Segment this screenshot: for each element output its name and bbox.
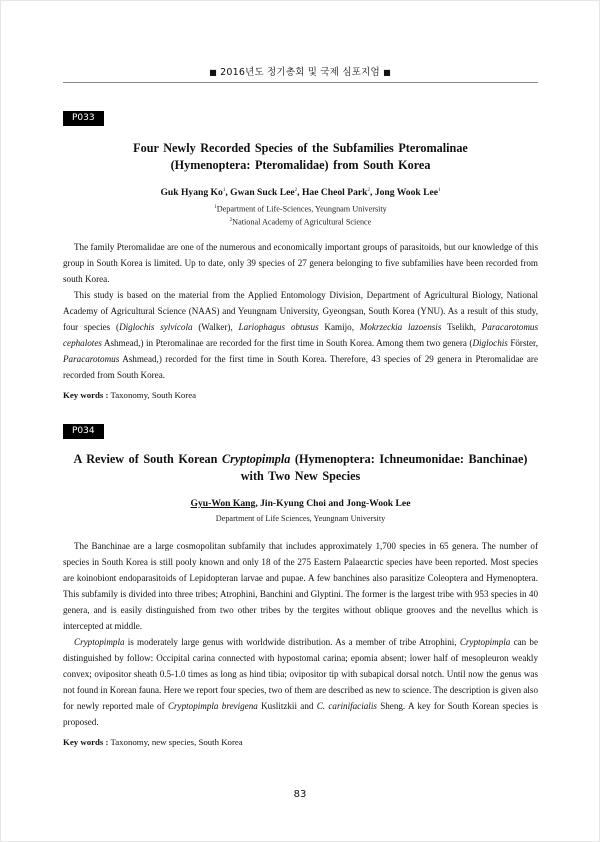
species-name: Mokrzeckia lazoensis [359, 321, 442, 332]
species-name: Diglochis sylvicola [119, 321, 193, 332]
authors: , Jin-Kyung Choi and Jong-Wook Lee [255, 498, 411, 509]
abstract-id-badge: P033 [63, 111, 104, 126]
keywords-value: Taxonomy, new species, South Korea [108, 737, 243, 747]
author-affil-mark: 2 [367, 188, 370, 193]
author-affil-mark: 1 [222, 188, 226, 193]
paragraph: The family Pteromalidae are one of the numerous and economically important groups of parasitoids, but our knowledge of this group in South Korea is limited. Up to date, only 39 species of 27 genera belonging to five subfamilies have been recorded from south Korea. [63, 241, 538, 284]
affiliation [63, 215, 538, 228]
running-header [0, 64, 600, 78]
genus-name: Diglochis [472, 337, 508, 348]
abstract-body [63, 538, 538, 730]
keywords [63, 390, 538, 400]
keywords-label: Key words : [63, 389, 109, 400]
species-name: Paracarotomus cephalotes [63, 321, 538, 348]
affil-text: National Academy of Agricultural Science [232, 217, 372, 227]
abstract-body [63, 239, 538, 383]
presenting-author: Gyu-Won Kang [190, 498, 256, 509]
abstract-p033 [63, 107, 538, 400]
keywords-label: Key words : [63, 737, 109, 747]
abstract-title [63, 140, 538, 174]
abstract-id-badge: P034 [63, 424, 104, 439]
genus-name: Cryptopimpla [221, 452, 291, 466]
title-line: Four Newly Recorded Species of the Subfamilies Pteromalinae [133, 141, 468, 155]
author: Guk Hyang Ko [160, 187, 223, 199]
running-header-title: 2016년도 정기총회 및 국제 심포지엄 [220, 67, 380, 78]
affil-text: Department of Life-Sciences, Yeungnam University [216, 204, 387, 214]
affil-mark: 2 [229, 217, 233, 223]
page-number: 83 [293, 789, 307, 800]
square-marker-icon: ■ [383, 68, 391, 77]
affiliation: Department of Life Sciences, Yeungnam University [215, 514, 386, 523]
affiliation [63, 202, 538, 215]
author: Jong Wook Lee [374, 187, 439, 199]
affil-mark: 1 [214, 205, 217, 211]
author: Gwan Suck Lee [230, 187, 295, 199]
keywords [63, 737, 538, 747]
paragraph: This study is based on the material from the Applied Entomology Division, Department of Agricultural Biology, National Academy of Agricultural Science (NAAS) and Yeungnam University, Gyeongsan, South Korea (YNU). As a result of this study, four species (Diglochis sylvicola (Walker), Lariophagus obtusus Kamijo, Mokrzeckia lazoensis Tselikh, Paracarotomus cephalotes Ashmead,) in Pteromalinae are recorded for the first time in South Korea. Among them two genera (Diglochis Förster, Paracarotomus Ashmead,) recorded for the first time in South Korea. Therefore, 43 species of 29 genera in Pteromalidae are recorded from South Korea. [63, 289, 538, 380]
author-affil-mark: 1 [438, 188, 441, 193]
paragraph: The Banchinae are a large cosmopolitan subfamily that includes approximately 1,700 species in 65 genera. The number of species in South Korea is still pooly known and only 18 of the 275 Eastern Palaearctic species have been reported. Most species are koinobiont endoparasitoids of Lepidopteran larvae and pupae. A few banchines also parasitize Coleoptera and Hymenoptera. This subfamily is divided into three tribes; Atrophini, Banchini and Glyptini. The former is the largest tribe with 953 species in 40 genera, and is easily distinguished from two other tribes by the tergites without oblique grooves and the nevellus which is intercepted at middle. [63, 541, 538, 631]
author-list [63, 497, 538, 510]
author: Hae Cheol Park [301, 187, 368, 199]
title-line: (Hymenoptera: Pteromalidae) from South Korea [170, 158, 431, 172]
author-list: Guk Hyang Ko$^1$, Gwan Suck Lee$^2$, Hae Cheol Park$^2$, Jong Wook Lee$^1$ [160, 187, 441, 199]
abstract-p034 [63, 420, 538, 747]
author-affil-mark: 2 [294, 188, 298, 193]
genus-name: Paracarotomus [63, 353, 120, 364]
keywords-value: Taxonomy, South Korea [108, 389, 197, 400]
paragraph: Cryptopimpla is moderately large genus with worldwide distribution. As a member of tribe Atrophini, Cryptopimpla can be distinguished by follow: Occipital carina connected with hypostomal carina; epomia absent; lower half of mesopleuron weakly convex; ovipositor sheath 0.5-1.0 times as long as hind tibia; ovipositor tip with subapical dorsal notch. Until now the genus was not found in Korean fauna. Here we report four species, two of them are described as new to science. The description is given also for newly reported male of Cryptopimpla brevigena Kuslitzkii and C. carinifacialis Sheng. A key for South Korean species is proposed. [63, 637, 538, 727]
genus-name: Cryptopimpla [74, 637, 125, 647]
header-divider [63, 82, 538, 83]
genus-name: Cryptopimpla [459, 637, 511, 647]
abstract-title [63, 451, 538, 485]
square-marker-icon: ■ [209, 68, 217, 77]
title-text: A Review of South Korean [73, 452, 222, 466]
species-name: Cryptopimpla brevigena [167, 701, 258, 711]
species-name: C. carinifacialis [316, 701, 377, 711]
species-name: Lariophagus obtusus [238, 321, 319, 332]
title-text: (Hymenoptera: Ichneumonidae: Banchinae) with Two New Species [240, 452, 528, 483]
